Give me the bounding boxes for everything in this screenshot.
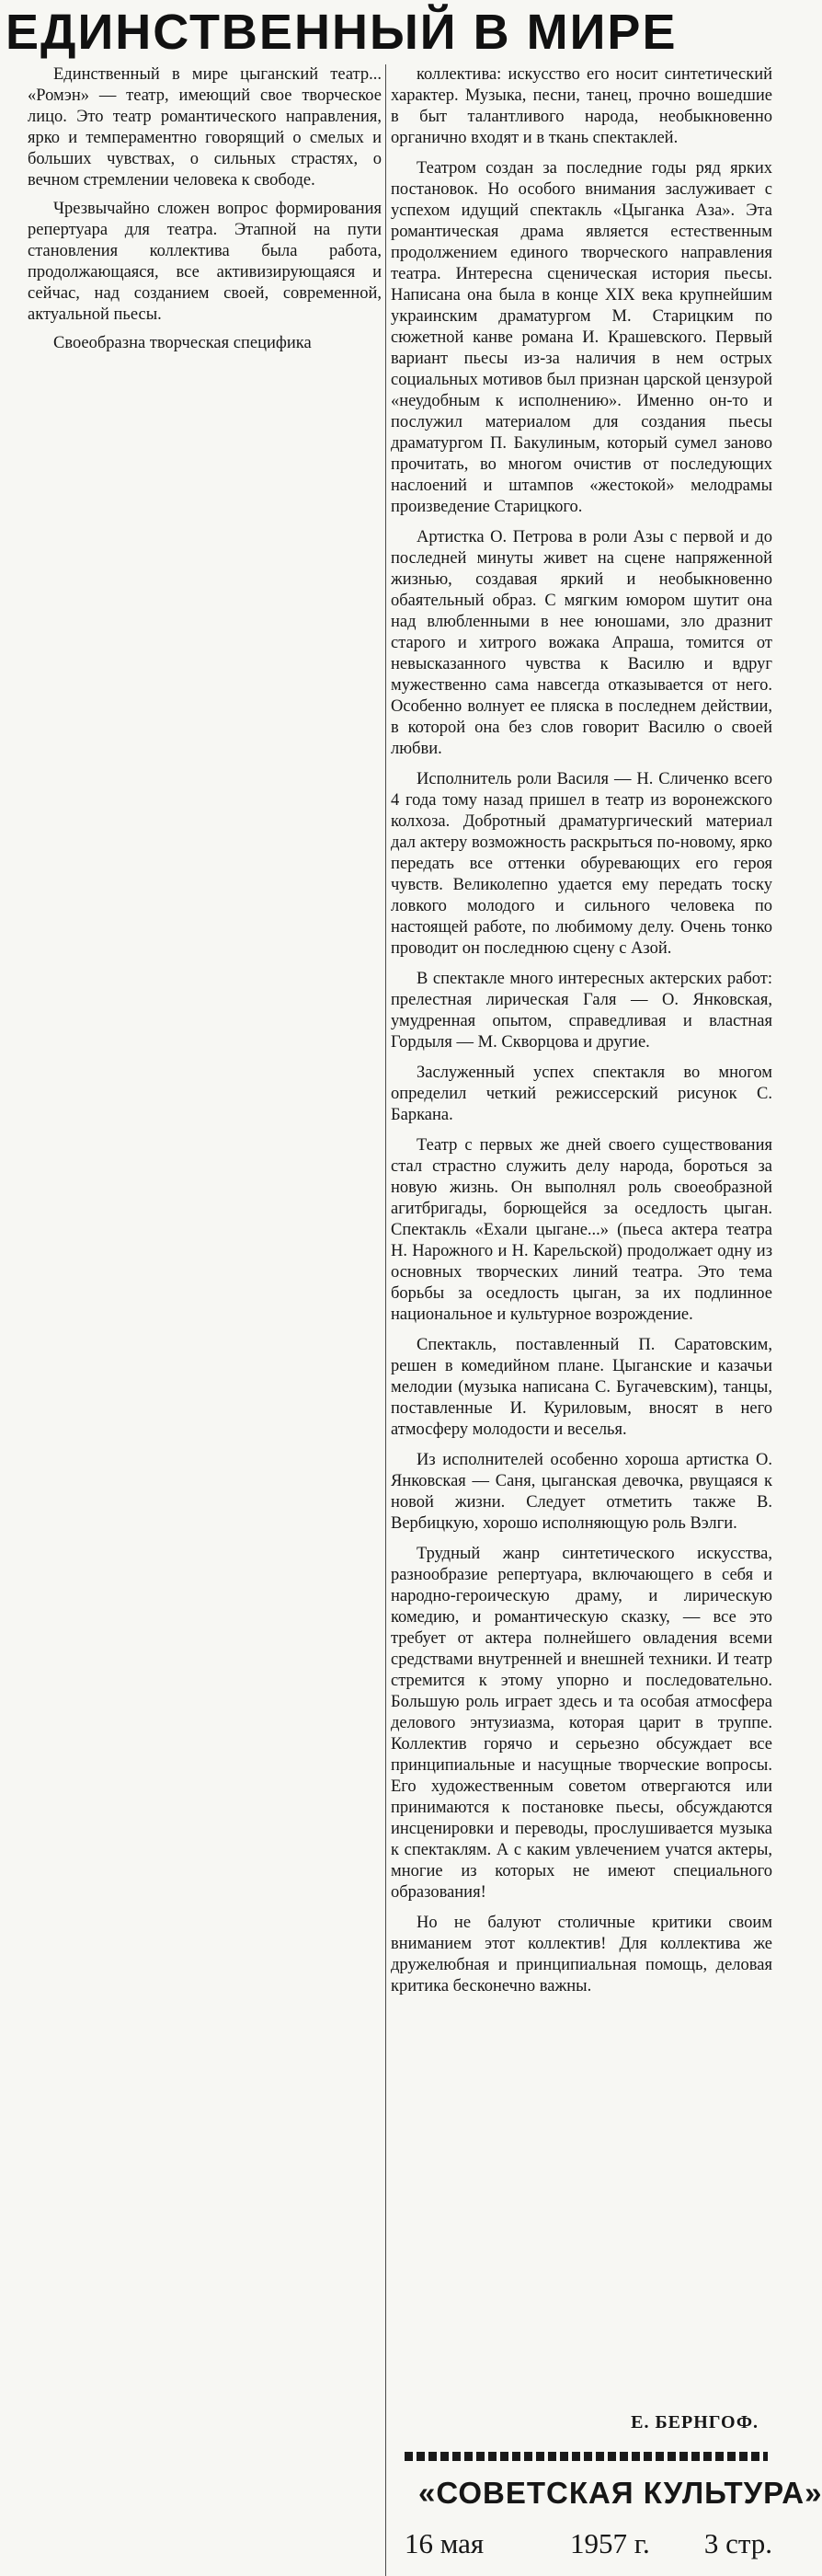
publication-date: 16 мая: [405, 2527, 485, 2559]
paragraph: Театром создан за последние годы ряд ярких постановок. Но особого внимания заслуживает с успехом идущий спектакль «Цыганка Аза». Эта романтическая драма является естественным продолжением единого творческого направления театра. Интересна сценическая история пьесы. Написана она была в конце XIX века крупнейшим украинским драматургом М. Старицким по сюжетной канве романа И. Крашевского. Первый вариант пьесы из-за наличия в нем острых социальных мотивов был признан царской цензурой «неудобным к исполнению». Именно он-то и послужил материалом для создания пьесы драматургом П. Бакулиным, который сумел заново прочитать, во многом очистив от последующих наслоений и штампов «жестокой» мелодрамы произведение Старицкого.: [391, 159, 772, 516]
article-headline: ЕДИНСТВЕННЫЙ В МИРЕ: [6, 5, 678, 60]
paragraph: Театр с первых же дней своего существования стал страстно служить делу народа, бороться за новую жизнь. Он выполнял роль своеобразной агитбригады, борющейся за оседлость цыган. Спектакль «Ехали цыгане...» (пьеса актера театра Н. Нарожного и Н. Карельской) продолжает одну из основных творческих линий театра. Это тема борьбы за оседлость цыган, за их подлинное национальное и культурное возрождение.: [391, 1136, 772, 1324]
publication-name: «СОВЕТСКАЯ КУЛЬТУРА»: [418, 2476, 822, 2510]
publication-page: 3 стр.: [703, 2527, 772, 2559]
paragraph: Чрезвычайно сложен вопрос формирования репертуара для театра. Этапной на пути становления коллектива была работа, продолжающаяся, все активизирующаяся и сейчас, над созданием своей, современной, актуальной пьесы.: [28, 200, 382, 324]
article-author: Е. БЕРНГОФ.: [631, 2412, 759, 2432]
paragraph: Из исполнителей особенно хороша артистка О. Янковская — Саня, цыганская девочка, рвущаяся к новой жизни. Следует отметить также В. Вербицкую, хорошо исполняющую роль Вэлги.: [391, 1451, 772, 1533]
paragraph: Своеобразна творческая специфика: [53, 334, 312, 352]
left-column: [28, 64, 382, 362]
paragraph: Заслуженный успех спектакля во многом определил четкий режиссерский рисунок С. Баркана.: [391, 1064, 772, 1124]
publication-year: 1957 г.: [570, 2527, 650, 2559]
paragraph: В спектакле много интересных актерских работ: прелестная лирическая Галя — О. Янковская, умудренная опытом, справедливая и властная Гордыля — М. Скворцова и другие.: [391, 970, 772, 1052]
paragraph: Исполнитель роли Василя — Н. Сличенко всего 4 года тому назад пришел в театр из воронежского колхоза. Добротный драматургический материал дал актеру возможность раскрыться по-новому, ярко передать все оттенки обуревающих его героя чувств. Великолепно удается ему передать тоску ловкого молодого и сильного человека по настоящей работе, по любимому делу. Очень тонко проводит он последнюю сцену с Азой.: [391, 770, 772, 958]
paragraph: Спектакль, поставленный П. Саратовским, решен в комедийном плане. Цыганские и казачьи мелодии (музыка написана С. Бугачевским), танцы, поставленные И. Куриловым, вносят в него атмосферу молодости и веселья.: [391, 1336, 772, 1439]
paragraph: Артистка О. Петрова в роли Азы с первой и до последней минуты живет на сцене напряженной жизнью, создавая яркий и необыкновенно обаятельный образ. С мягким юмором шутит она над влюбленными в нее юношами, зло дразнит старого и хитрого вожака Апраша, томится от невысказанного чувства к Василю и вдруг мужественно сама навсегда отказывается от него. Особенно волнует ее пляска в последнем действии, в которой она без слов говорит Василю о своей любви.: [391, 528, 772, 758]
right-column: [391, 64, 772, 2007]
column-divider: [385, 64, 386, 2576]
paragraph: Трудный жанр синтетического искусства, разнообразие репертуара, включающего в себя и народно-героическую драму, и лирическую комедию, и романтическую сказку, — все это требует от актера полнейшего овладения всеми средствами внутренней и внешней техники. И театр стремится к этому упорно и последовательно. Большую роль играет здесь и та особая атмосфера делового энтузиазма, которая царит в труппе. Коллектив горячо и серьезно обсуждает все принципиальные и насущные творческие вопросы. Его художественным советом отвергаются или принимаются к постановке пьесы, обсуждаются инсценировки и переводы, прослушивается музыка к спектаклям. А с каким увлечением учатся актеры, многие из которых не имеют специального образования!: [391, 1545, 772, 1902]
paragraph: коллектива: искусство его носит синтетический характер. Музыка, песни, танец, прочно вошедшие в быт талантливого народа, необыкновенно органично входят и в ткань спектаклей.: [391, 65, 772, 147]
paragraph: Единственный в мире цыганский театр... «Ромэн» — театр, имеющий свое творческое лицо. Это театр романтического направления, ярко и темпераментно говорящий о смелых и больших чувствах, о сильных страстях, о вечном стремлении человека к свободе.: [28, 65, 382, 190]
paragraph: Но не балуют столичные критики своим вниманием этот коллектив! Для коллектива же дружелюбная и принципиальная помощь, деловая критика бесконечно важны.: [391, 1914, 772, 1995]
publication-dateline: [405, 2525, 772, 2562]
source-divider-rule: [405, 2452, 768, 2461]
